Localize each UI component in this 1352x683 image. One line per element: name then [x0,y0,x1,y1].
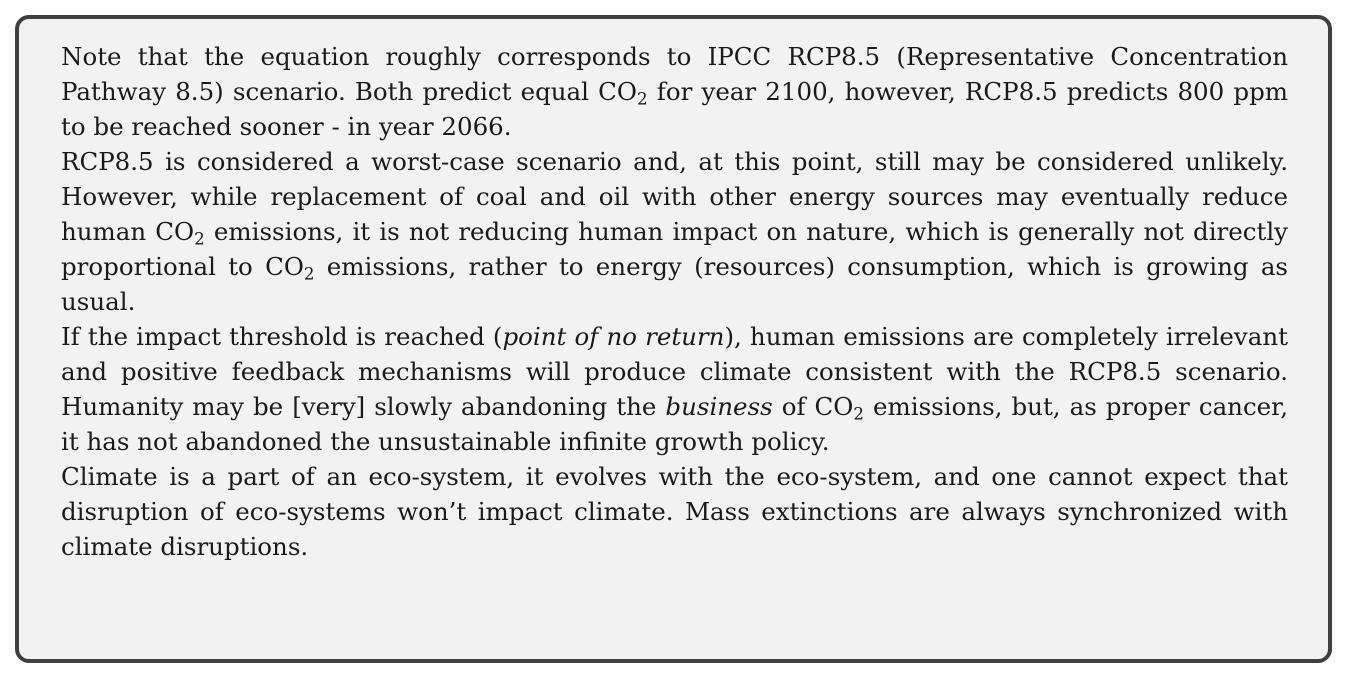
text-segment: RCP8.5 is considered a worst-case scenario and, at this point, still may be considered unlikely. However, while replacement of coal and oil with other energy sources may eventually reduce human CO [61,147,1288,246]
emphasis-business: business [665,392,773,421]
text-segment: Climate is a part of an eco-system, it evolves with the eco-system, and one cannot expect that disruption of eco-systems won’t impact climate. Mass extinctions are always synchronized with climate disruptions. [61,462,1288,561]
text-segment: emissions, rather to energy (resources) consumption, which is growing as usual. [61,252,1288,316]
text-segment: Humanity may be [very] slowly abandoning the [61,392,666,421]
note-box [15,15,1332,663]
paragraph-worst-case [61,144,1288,319]
paragraph-climate-ecosystem [61,459,1288,564]
emphasis-point-of-no-return: point of no return [502,322,725,351]
text-segment: ), human emissions are completely irrelevant and positive feedback mechanisms will produce climate consistent with the RCP8.5 scenario. [61,322,1288,386]
paragraph-threshold [61,319,1288,389]
text-segment: emissions, it is not reducing human impact on nature, which is generally not directly proportional to CO [61,217,1289,281]
text-segment: emissions, but, as proper cancer, it has not abandoned the unsustainable infinite growth policy. [61,392,1288,456]
subscript-2: 2 [194,229,205,249]
text-segment: of CO [772,392,854,421]
subscript-2: 2 [637,89,648,109]
text-segment: Note that the equation roughly corresponds to IPCC RCP8.5 (Representative Concentration Pathway 8.5) scenario. Both predict equal CO [61,42,1288,106]
note-text [61,39,1288,564]
paragraph-rcp-comparison [61,39,1288,144]
subscript-2: 2 [853,404,864,424]
text-segment: If the impact threshold is reached ( [61,322,503,351]
paragraph-humanity [61,389,1288,459]
subscript-2: 2 [303,264,315,284]
text-segment: for year 2100, however, RCP8.5 predicts 800 ppm to be reached sooner - in year 2066. [61,77,1288,141]
